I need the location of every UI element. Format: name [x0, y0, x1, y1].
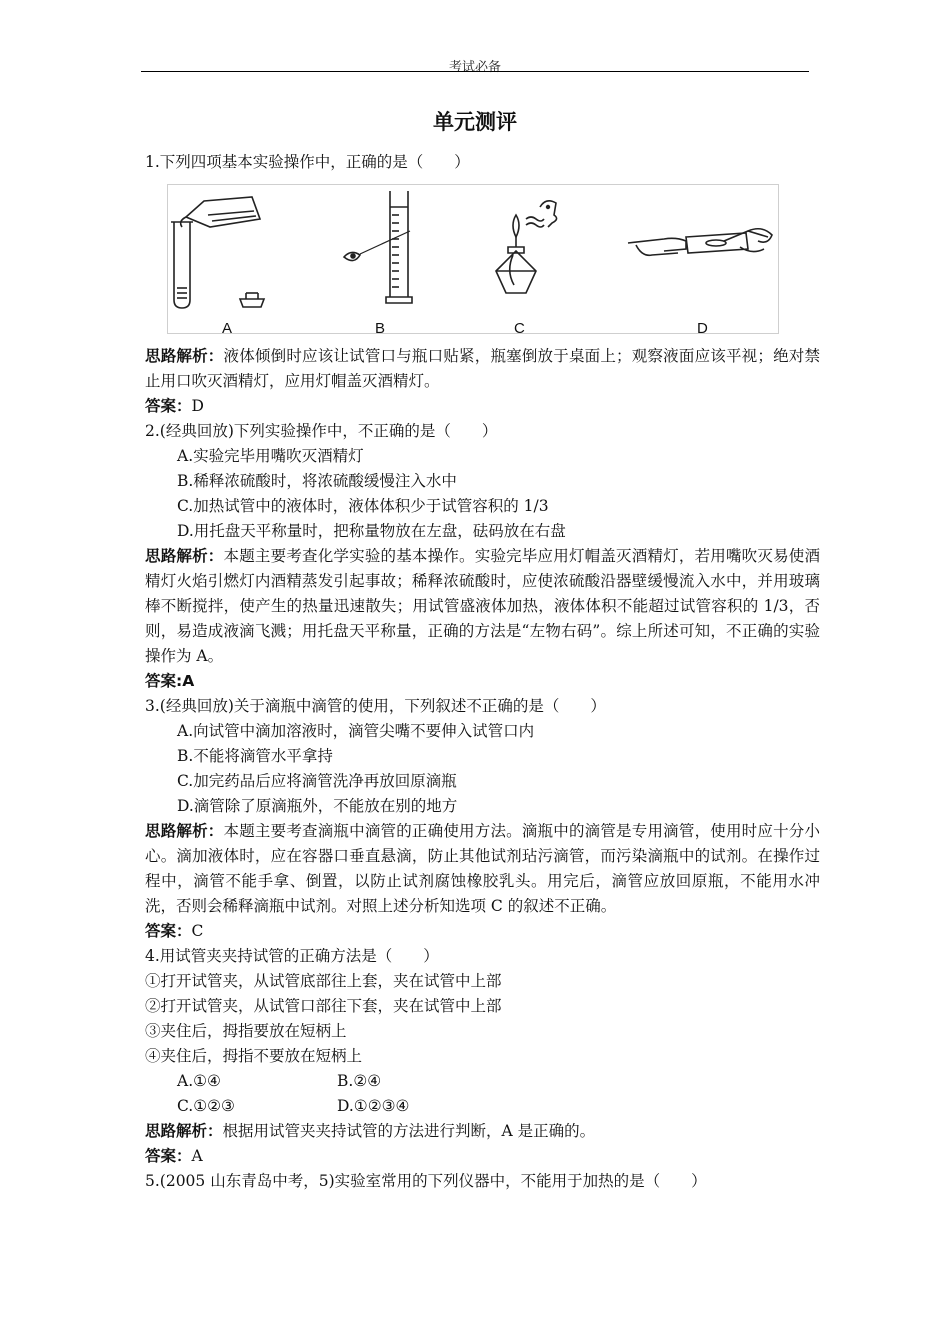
question-4-option-c: C.①②③	[177, 1097, 235, 1115]
question-4-option-b: B.②④	[337, 1072, 382, 1090]
question-4-options-row-2	[145, 1094, 820, 1119]
question-4-stem: 4.用试管夹夹持试管的正确方法是（ ）	[145, 947, 439, 965]
page-title: 单元测评	[433, 110, 517, 134]
question-3-option-d: D.滴管除了原滴瓶外，不能放在别的地方	[177, 797, 458, 815]
question-4-item-1: ①打开试管夹，从试管底部往上套，夹在试管中上部	[145, 972, 502, 990]
question-4-options-row-1	[145, 1069, 820, 1094]
analysis-label: 思路解析：	[145, 347, 224, 365]
answer-value: D	[191, 397, 204, 415]
question-2-answer	[145, 669, 820, 694]
question-3-analysis	[145, 819, 820, 919]
question-3-stem: 3.(经典回放)关于滴瓶中滴管的使用，下列叙述不正确的是（ ）	[145, 697, 606, 715]
answer-label: 答案：	[145, 397, 192, 415]
question-3-answer	[145, 919, 820, 944]
question-1-analysis	[145, 344, 820, 394]
question-1-answer	[145, 394, 820, 419]
question-2-option-c: C.加热试管中的液体时，液体体积少于试管容积的 1/3	[177, 497, 549, 515]
question-2-option-b: B.稀释浓硫酸时，将浓硫酸缓慢注入水中	[177, 472, 457, 490]
figure-a-pouring-icon	[171, 197, 264, 308]
question-2-option-a: A.实验完毕用嘴吹灭酒精灯	[177, 447, 364, 465]
answer-label: 答案:	[145, 672, 183, 690]
question-3-option-c: C.加完药品后应将滴管洗净再放回原滴瓶	[177, 772, 457, 790]
question-1-stem: 1.下列四项基本实验操作中，正确的是（ ）	[145, 153, 470, 171]
answer-label: 答案：	[145, 922, 192, 940]
analysis-label: 思路解析：	[145, 822, 224, 840]
analysis-label: 思路解析：	[145, 547, 224, 565]
question-4-item-4: ④夹住后，拇指不要放在短柄上	[145, 1047, 363, 1065]
header-divider	[141, 71, 809, 72]
analysis-text: 根据用试管夹夹持试管的方法进行判断，A 是正确的。	[222, 1122, 596, 1140]
question-2-stem: 2.(经典回放)下列实验操作中，不正确的是（ ）	[145, 422, 498, 440]
question-4-item-2: ②打开试管夹，从试管口部往下套，夹在试管中上部	[145, 997, 502, 1015]
figure-caption-c: C	[514, 320, 525, 337]
answer-label: 答案：	[145, 1147, 192, 1165]
analysis-label: 思路解析：	[145, 1122, 223, 1140]
question-2-analysis	[145, 544, 820, 669]
document-body	[145, 150, 820, 1194]
question-4-analysis	[145, 1119, 820, 1144]
question-3-option-a: A.向试管中滴加溶液时，滴管尖嘴不要伸入试管口内	[177, 722, 535, 740]
figure-d-holder-icon	[628, 229, 772, 256]
figure-b-cylinder-icon	[344, 191, 412, 303]
figure-caption-d: D	[697, 320, 708, 337]
question-4-option-a: A.①④	[177, 1072, 221, 1090]
lab-operations-illustration	[168, 185, 780, 335]
answer-value: C	[191, 922, 204, 940]
question-2-option-d: D.用托盘天平称量时，把称量物放在左盘，砝码放在右盘	[177, 522, 566, 540]
figure-c-lamp-icon	[496, 201, 557, 293]
analysis-text: 液体倾倒时应该让试管口与瓶口贴紧，瓶塞倒放于桌面上；观察液面应该平视；绝对禁止用口吹灭酒精灯，应用灯帽盖灭酒精灯。	[145, 347, 820, 390]
figure-caption-a: A	[222, 320, 233, 337]
question-1-figure	[167, 184, 779, 337]
page-header: 考试必备	[448, 60, 501, 75]
answer-value: A	[182, 672, 195, 690]
question-4-option-d: D.①②③④	[337, 1097, 410, 1115]
question-4-item-3: ③夹住后，拇指要放在短柄上	[145, 1022, 347, 1040]
analysis-text: 本题主要考查滴瓶中滴管的正确使用方法。滴瓶中的滴管是专用滴管，使用时应十分小心。滴加液体时，应在容器口垂直悬滴，防止其他试剂玷污滴管，而污染滴瓶中的试剂。在操作过程中，滴管不能手拿、倒置，以防止试剂腐蚀橡胶乳头。用完后，滴管应放回原瓶，不能用水冲洗，否则会稀释滴瓶中试剂。对照上述分析知选项 C 的叙述不正确。	[145, 822, 820, 915]
question-3-option-b: B.不能将滴管水平拿持	[177, 747, 333, 765]
question-4-answer	[145, 1144, 820, 1169]
question-5-stem: 5.(2005 山东青岛中考，5)实验室常用的下列仪器中，不能用于加热的是（ ）	[145, 1172, 707, 1190]
answer-value: A	[191, 1147, 203, 1165]
figure-caption-b: B	[375, 320, 386, 337]
analysis-text: 本题主要考查化学实验的基本操作。实验完毕应用灯帽盖灭酒精灯，若用嘴吹灭易使酒精灯火焰引燃灯内酒精蒸发引起事故；稀释浓硫酸时，应使浓硫酸沿器壁缓慢流入水中，并用玻璃棒不断搅拌，使产生的热量迅速散失；用试管盛液体加热，液体体积不能超过试管容积的 1/3，否则，易造成液滴飞溅；用托盘天平称量，正确的方法是“左物右码”。综上所述可知，不正确的实验操作为 A。	[145, 547, 820, 665]
